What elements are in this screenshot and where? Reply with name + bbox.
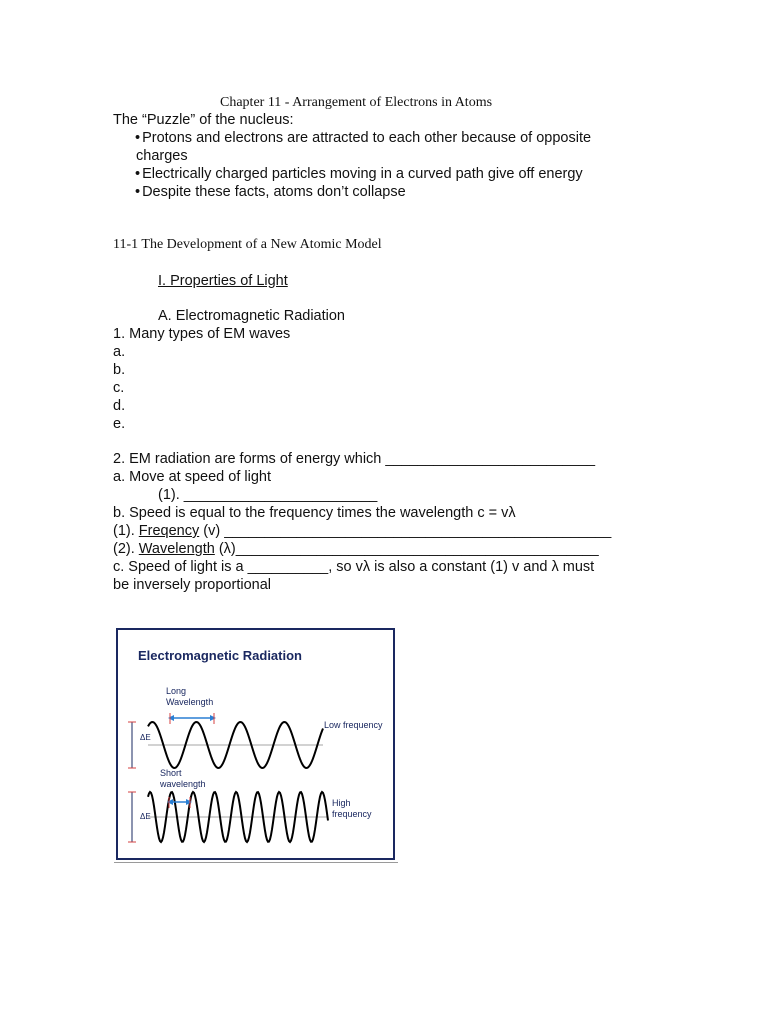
wavelength-blank: (λ)_____________________________________________: [214, 541, 599, 557]
frequency-line: [113, 522, 611, 540]
long-label-line1: Long: [166, 686, 187, 696]
bullet-item: [135, 165, 583, 183]
bullet-continuation: charges: [136, 148, 188, 164]
bullet-text: Electrically charged particles moving in a curved path give off energy: [142, 166, 583, 182]
subsection-heading: A. Electromagnetic Radiation: [158, 308, 345, 324]
list-item-2a1: (1). ________________________: [158, 487, 378, 503]
letter-item: b.: [113, 362, 126, 378]
short-label-line2: wavelength: [160, 779, 206, 789]
delta-e-label-top: ΔE: [140, 733, 151, 742]
short-label-line1: Short: [160, 768, 182, 778]
high-label-line2: frequency: [332, 809, 372, 819]
wavelength-line: [113, 540, 599, 558]
list-item-2c: c. Speed of light is a __________, so vλ is also a constant (1) v and λ must: [113, 559, 595, 575]
bullet-item: [135, 183, 406, 201]
bullet-item: [135, 129, 591, 147]
bullet-text: Protons and electrons are attracted to each other because of opposite: [142, 130, 592, 146]
section-heading: 11-1 The Development of a New Atomic Model: [113, 237, 382, 252]
list-item-1: 1. Many types of EM waves: [113, 326, 291, 342]
list-item-2a: a. Move at speed of light: [113, 469, 271, 485]
long-label-line2: Wavelength: [166, 697, 214, 707]
wavelength-prefix: (2).: [113, 541, 139, 557]
frequency-blank: (v) ________________________________________________: [199, 523, 612, 539]
em-radiation-figure: [116, 628, 395, 860]
letter-item: a.: [113, 344, 126, 360]
em-radiation-diagram: [118, 630, 393, 858]
figure-underline: [114, 862, 398, 863]
puzzle-intro: The “Puzzle” of the nucleus:: [113, 112, 294, 128]
delta-e-label-bottom: ΔE: [140, 812, 151, 821]
list-item-2c-continuation: be inversely proportional: [113, 577, 271, 593]
list-item-2: 2. EM radiation are forms of energy which __________________________: [113, 451, 596, 467]
figure-title: Electromagnetic Radiation: [138, 648, 302, 663]
low-frequency-label: Low frequency: [324, 720, 383, 730]
arrowhead-left: [168, 715, 174, 721]
frequency-term: Freqency: [138, 523, 200, 539]
letter-item: d.: [113, 398, 126, 414]
chapter-title: Chapter 11 - Arrangement of Electrons in Atoms: [220, 95, 493, 110]
arrowhead-right: [210, 715, 216, 721]
letter-item: e.: [113, 416, 126, 432]
list-item-2b: b. Speed is equal to the frequency times the wavelength c = vλ: [113, 505, 516, 521]
bullet-text: Despite these facts, atoms don’t collapse: [142, 184, 406, 200]
wavelength-term: Wavelength: [138, 541, 215, 557]
subheading: I. Properties of Light: [158, 273, 288, 289]
frequency-prefix: (1).: [113, 523, 139, 539]
letter-item: c.: [113, 380, 125, 396]
high-label-line1: High: [332, 798, 351, 808]
